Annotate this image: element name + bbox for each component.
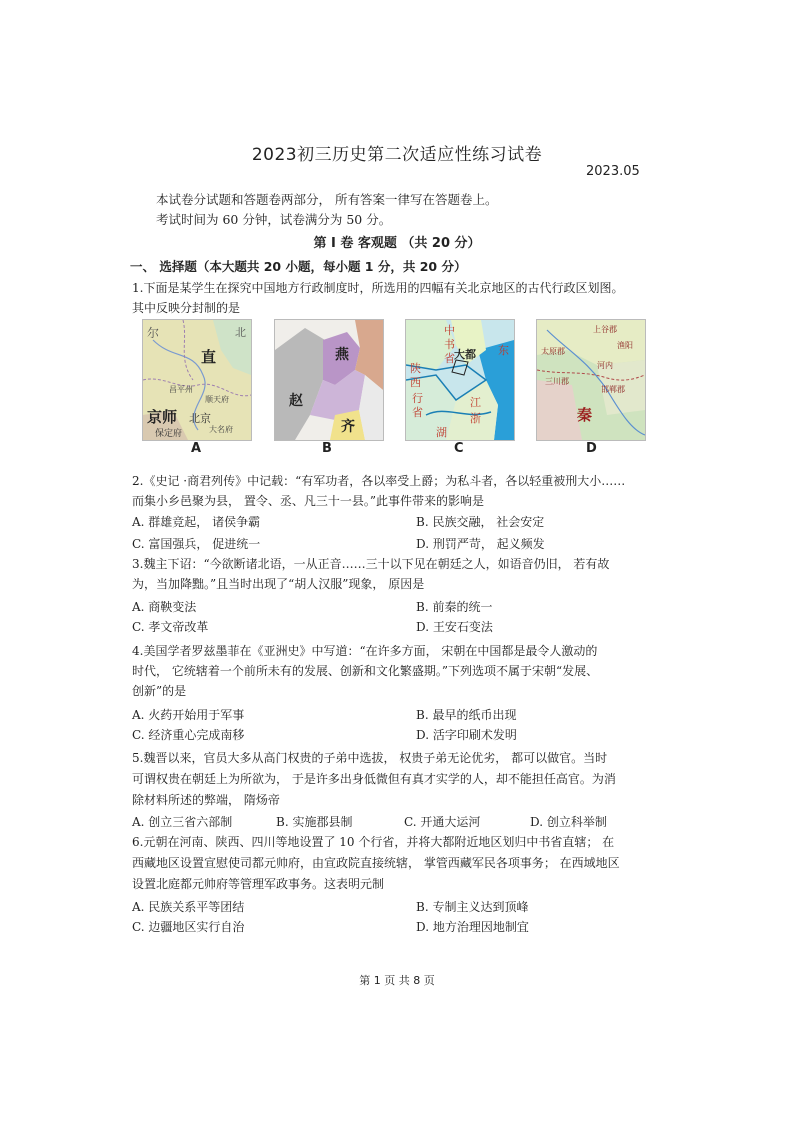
q2-option-a: A. 群雄竞起， 诸侯争霸 xyxy=(132,515,261,529)
q2-option-d: D. 刑罚严苛， 起义频发 xyxy=(416,537,545,551)
q5-stem-line-3: 除材料所述的弊端， 隋炀帝 xyxy=(132,793,280,807)
q3-option-c: C. 孝文帝改革 xyxy=(132,620,209,634)
map-d-text: 三川郡 xyxy=(545,377,569,386)
map-d-text: 渔阳 xyxy=(617,341,633,350)
map-c-text: 湖 xyxy=(436,426,447,439)
q3-option-a: A. 商鞅变法 xyxy=(132,600,197,614)
q6-option-c: C. 边疆地区实行自治 xyxy=(132,920,245,934)
q4-option-d: D. 活字印刷术发明 xyxy=(416,728,517,742)
map-a-text: 尔 xyxy=(147,326,160,340)
map-a-text: 北 xyxy=(235,326,246,339)
map-c-text: 省 xyxy=(412,406,423,419)
map-c-text: 省 xyxy=(444,352,455,365)
map-a-text: 大名府 xyxy=(209,425,233,434)
q4-option-c: C. 经济重心完成南移 xyxy=(132,728,245,742)
map-c-text: 中 xyxy=(444,324,455,337)
map-c-text: 行 xyxy=(412,392,423,405)
q1-stem-line-2: 其中反映分封制的是 xyxy=(132,301,241,315)
q6-stem-line-2: 西藏地区设置宣慰使司都元帅府，由宣政院直接统辖， 掌管西藏军民各项事务； 在西域地区 xyxy=(132,856,620,870)
q6-option-a: A. 民族关系平等团结 xyxy=(132,900,245,914)
q2-option-c: C. 富国强兵， 促进统一 xyxy=(132,537,261,551)
map-c-text: 大都 xyxy=(454,348,476,361)
map-b xyxy=(274,319,384,441)
map-c xyxy=(405,319,515,441)
map-a-text: 保定府 xyxy=(155,429,183,439)
map-d-text: 上谷郡 xyxy=(593,325,617,334)
map-a xyxy=(142,319,252,441)
map-c-text: 江 xyxy=(470,396,481,409)
map-a-text: 京师 xyxy=(147,408,178,426)
map-d xyxy=(536,319,646,441)
q4-option-b: B. 最早的纸币出现 xyxy=(416,708,517,722)
q5-stem-line-2: 可谓权贵在朝廷上为所欲为， 于是许多出身低微但有真才实学的人，却不能担任高官。为消 xyxy=(132,772,616,786)
q6-option-b: B. 专制主义达到顶峰 xyxy=(416,900,529,914)
map-b-graphic xyxy=(275,320,383,440)
map-b-text: 燕 xyxy=(335,347,349,363)
q4-stem-line-2: 时代， 它统辖着一个前所未有的发展、创新和文化繁盛期。”下列选项不属于宋朝“发展、 xyxy=(132,664,599,678)
q3-option-b: B. 前秦的统一 xyxy=(416,600,493,614)
map-b-text: 赵 xyxy=(289,393,303,409)
map-c-text: 东 xyxy=(498,344,509,357)
map-d-text: 河内 xyxy=(597,361,613,370)
map-c-label: C xyxy=(454,441,464,456)
map-c-graphic xyxy=(406,320,514,440)
part-heading: 一、 选择题（本大题共 20 小题，每小题 1 分，共 20 分） xyxy=(130,259,467,274)
map-b-label: B xyxy=(322,441,332,456)
q2-option-b: B. 民族交融， 社会安定 xyxy=(416,515,545,529)
q6-stem-line-1: 6.元朝在河南、陕西、四川等地设置了 10 个行省，并将大都附近地区划归中书省直辖； 在 xyxy=(132,835,615,849)
q6-stem-line-3: 设置北庭都元帅府等管理军政事务。这表明元制 xyxy=(132,877,385,891)
map-b-text: 齐 xyxy=(341,419,355,435)
map-c-text: 陕 xyxy=(410,362,421,375)
map-d-text: 太原郡 xyxy=(541,347,565,356)
q6-option-d: D. 地方治理因地制宜 xyxy=(416,920,529,934)
page-number: 第 1 页 共 8 页 xyxy=(359,974,435,987)
section-title: 第 Ⅰ 卷 客观题 （共 20 分） xyxy=(313,236,481,251)
q4-option-a: A. 火药开始用于军事 xyxy=(132,708,245,722)
exam-note-2: 考试时间为 60 分钟，试卷满分为 50 分。 xyxy=(156,212,392,227)
q3-stem-line-2: 为，当加降黜。”且当时出现了“胡人汉服”现象， 原因是 xyxy=(132,577,425,591)
exam-date: 2023.05 xyxy=(586,164,640,179)
map-d-label: D xyxy=(586,441,597,456)
q5-option-d: D. 创立科举制 xyxy=(530,815,607,829)
q3-stem-line-1: 3.魏主下诏：“今欲断诸北语，一从正音……三十以下见在朝廷之人，如语音仍旧， 若有故 xyxy=(132,557,610,571)
q2-stem-line-1: 2.《史记 ·商君列传》中记载：“有军功者，各以率受上爵；为私斗者，各以轻重被刑大小…… xyxy=(132,474,626,488)
q2-stem-line-2: 而集小乡邑聚为县， 置令、丞、凡三十一县。”此事件带来的影响是 xyxy=(132,494,484,508)
map-c-text: 浙 xyxy=(470,412,481,425)
q5-option-a: A. 创立三省六部制 xyxy=(132,815,233,829)
q5-stem-line-1: 5.魏晋以来，官员大多从高门权贵的子弟中选拔， 权贵子弟无论优劣， 都可以做官。当时 xyxy=(132,751,608,765)
map-c-text: 西 xyxy=(410,376,421,389)
map-a-label: A xyxy=(191,441,202,456)
q5-option-c: C. 开通大运河 xyxy=(404,815,481,829)
exam-title: 2023初三历史第二次适应性练习试卷 xyxy=(251,145,543,165)
map-a-text: 顺天府 xyxy=(205,395,229,404)
map-d-text: 秦 xyxy=(577,406,593,424)
exam-note-1: 本试卷分试题和答题卷两部分， 所有答案一律写在答题卷上。 xyxy=(156,192,498,207)
q3-option-d: D. 王安石变法 xyxy=(416,620,493,634)
q4-stem-line-3: 创新”的是 xyxy=(132,684,187,698)
map-d-text: 邯郸郡 xyxy=(601,385,625,394)
map-c-text: 书 xyxy=(444,338,455,351)
map-a-text: 昌平州 xyxy=(169,385,193,394)
q4-stem-line-1: 4.美国学者罗兹墨菲在《亚洲史》中写道：“在许多方面， 宋朝在中国都是最令人激动的 xyxy=(132,644,598,658)
map-a-text: 北京 xyxy=(189,412,211,425)
q1-stem-line-1: 1.下面是某学生在探究中国地方行政制度时，所选用的四幅有关北京地区的古代行政区划图。 xyxy=(132,281,624,295)
map-a-text: 直 xyxy=(201,348,217,366)
q5-option-b: B. 实施郡县制 xyxy=(276,815,353,829)
